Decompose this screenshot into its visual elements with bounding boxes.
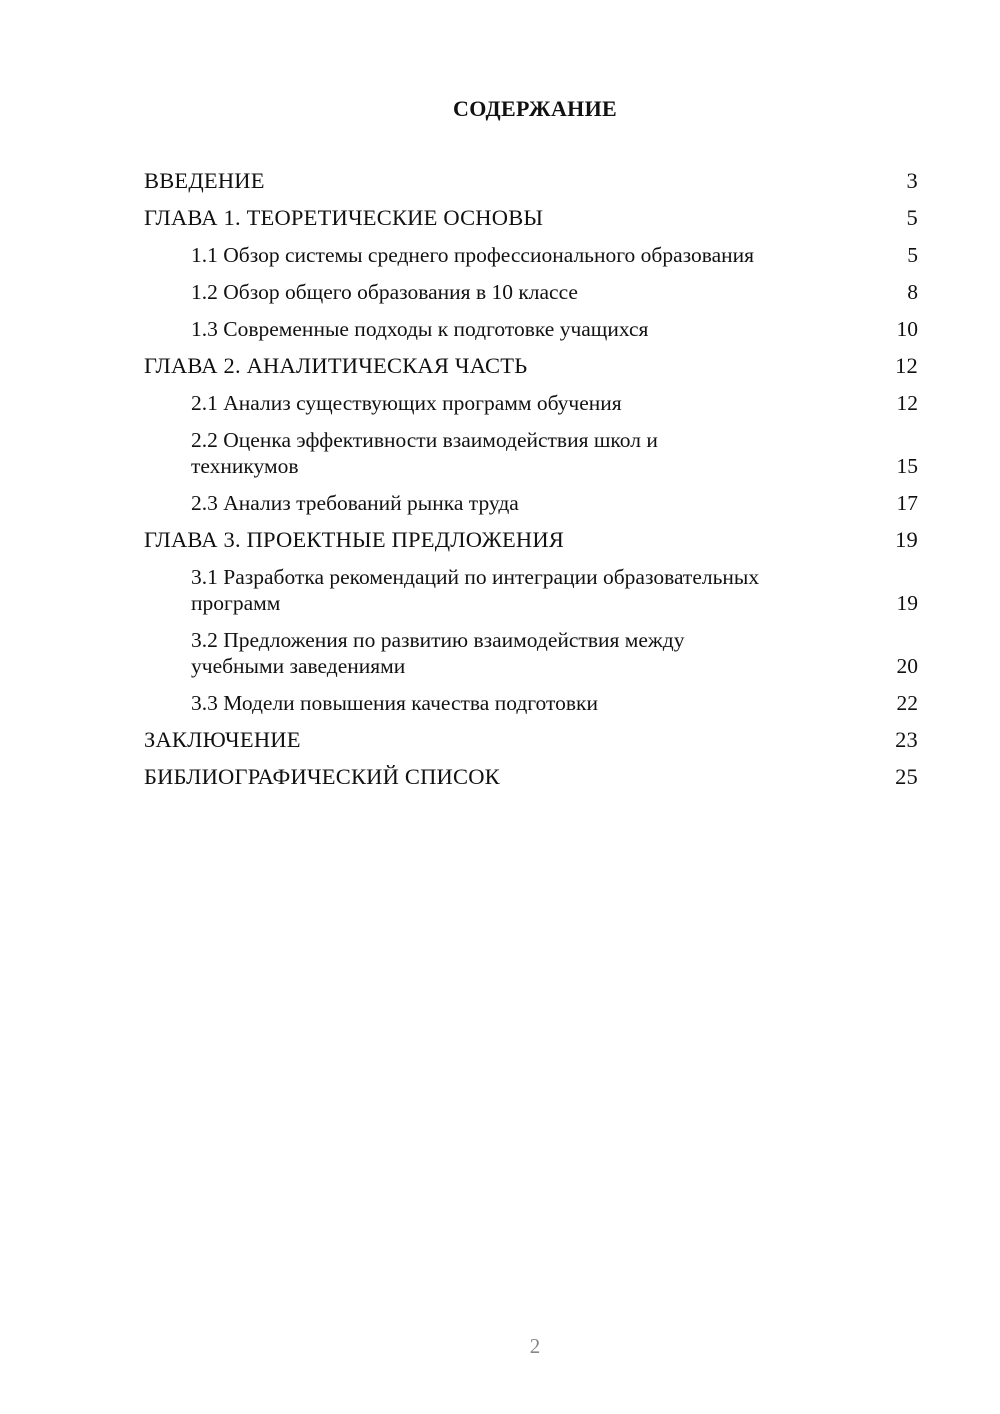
toc-entry-section-2-3 bbox=[144, 490, 918, 516]
toc-entry-label: 1.1 Обзор системы среднего профессионального образования bbox=[191, 243, 755, 267]
toc-entry-label: 2.3 Анализ требований рынка труда bbox=[191, 491, 519, 515]
toc-entry-page: 25 bbox=[895, 764, 918, 789]
toc-entry-page: 17 bbox=[896, 491, 918, 515]
toc-entry-section-1-3 bbox=[144, 316, 918, 342]
toc-entry-section-3-2 bbox=[144, 627, 918, 679]
toc-entry-bibliography bbox=[144, 764, 918, 790]
toc-entry-page: 3 bbox=[906, 168, 918, 193]
toc-entry-label: 2.2 Оценка эффективности взаимодействия школ и техникумов bbox=[191, 428, 658, 478]
toc-entry-label: 3.3 Модели повышения качества подготовки bbox=[191, 691, 598, 715]
toc-entry-chapter-1 bbox=[144, 205, 918, 231]
toc-entry-label: 3.2 Предложения по развитию взаимодействия между учебными заведениями bbox=[191, 628, 685, 678]
toc-entry-page: 19 bbox=[896, 591, 918, 615]
toc-entry-label: 2.1 Анализ существующих программ обучения bbox=[191, 391, 622, 415]
toc-entry-label: 3.1 Разработка рекомендаций по интеграции образовательных программ bbox=[191, 565, 760, 615]
toc-entry-section-3-3 bbox=[144, 690, 918, 716]
toc-entry-page: 23 bbox=[895, 727, 918, 752]
toc-entry-conclusion bbox=[144, 727, 918, 753]
toc-entry-page: 22 bbox=[896, 691, 918, 715]
page-number: 2 bbox=[529, 1334, 541, 1358]
toc-entry-label: ГЛАВА 2. АНАЛИТИЧЕСКАЯ ЧАСТЬ bbox=[144, 353, 528, 378]
toc-entry-chapter-3 bbox=[144, 527, 918, 553]
toc-entry-page: 15 bbox=[896, 454, 918, 478]
toc-entry-section-3-1 bbox=[144, 564, 918, 616]
toc-entry-label: ГЛАВА 1. ТЕОРЕТИЧЕСКИЕ ОСНОВЫ bbox=[144, 205, 544, 230]
toc-entry-chapter-2 bbox=[144, 353, 918, 379]
toc-entry-page: 5 bbox=[907, 243, 918, 267]
toc-entry-page: 8 bbox=[907, 280, 918, 304]
toc-entry-page: 10 bbox=[896, 317, 918, 341]
toc-entry-label: 1.2 Обзор общего образования в 10 классе bbox=[191, 280, 578, 304]
toc-title: СОДЕРЖАНИЕ bbox=[453, 96, 617, 121]
toc-entry-section-1-1 bbox=[144, 242, 918, 268]
toc-entry-label: ГЛАВА 3. ПРОЕКТНЫЕ ПРЕДЛОЖЕНИЯ bbox=[144, 527, 565, 552]
toc-entry-label: 1.3 Современные подходы к подготовке учащихся bbox=[191, 317, 649, 341]
toc-entry-page: 19 bbox=[895, 527, 918, 552]
toc-entry-label: БИБЛИОГРАФИЧЕСКИЙ СПИСОК bbox=[144, 764, 500, 789]
toc-entry-label: ВВЕДЕНИЕ bbox=[144, 168, 265, 193]
toc-entry-page: 20 bbox=[896, 654, 918, 678]
toc-entry-page: 12 bbox=[896, 391, 918, 415]
toc-entry-page: 12 bbox=[895, 353, 918, 378]
toc-entry-section-1-2 bbox=[144, 279, 918, 305]
toc-entry-section-2-1 bbox=[144, 390, 918, 416]
toc-entry-page: 5 bbox=[906, 205, 918, 230]
table-of-contents bbox=[144, 168, 918, 801]
toc-entry-section-2-2 bbox=[144, 427, 918, 479]
toc-entry-introduction bbox=[144, 168, 918, 194]
toc-entry-label: ЗАКЛЮЧЕНИЕ bbox=[144, 727, 301, 752]
